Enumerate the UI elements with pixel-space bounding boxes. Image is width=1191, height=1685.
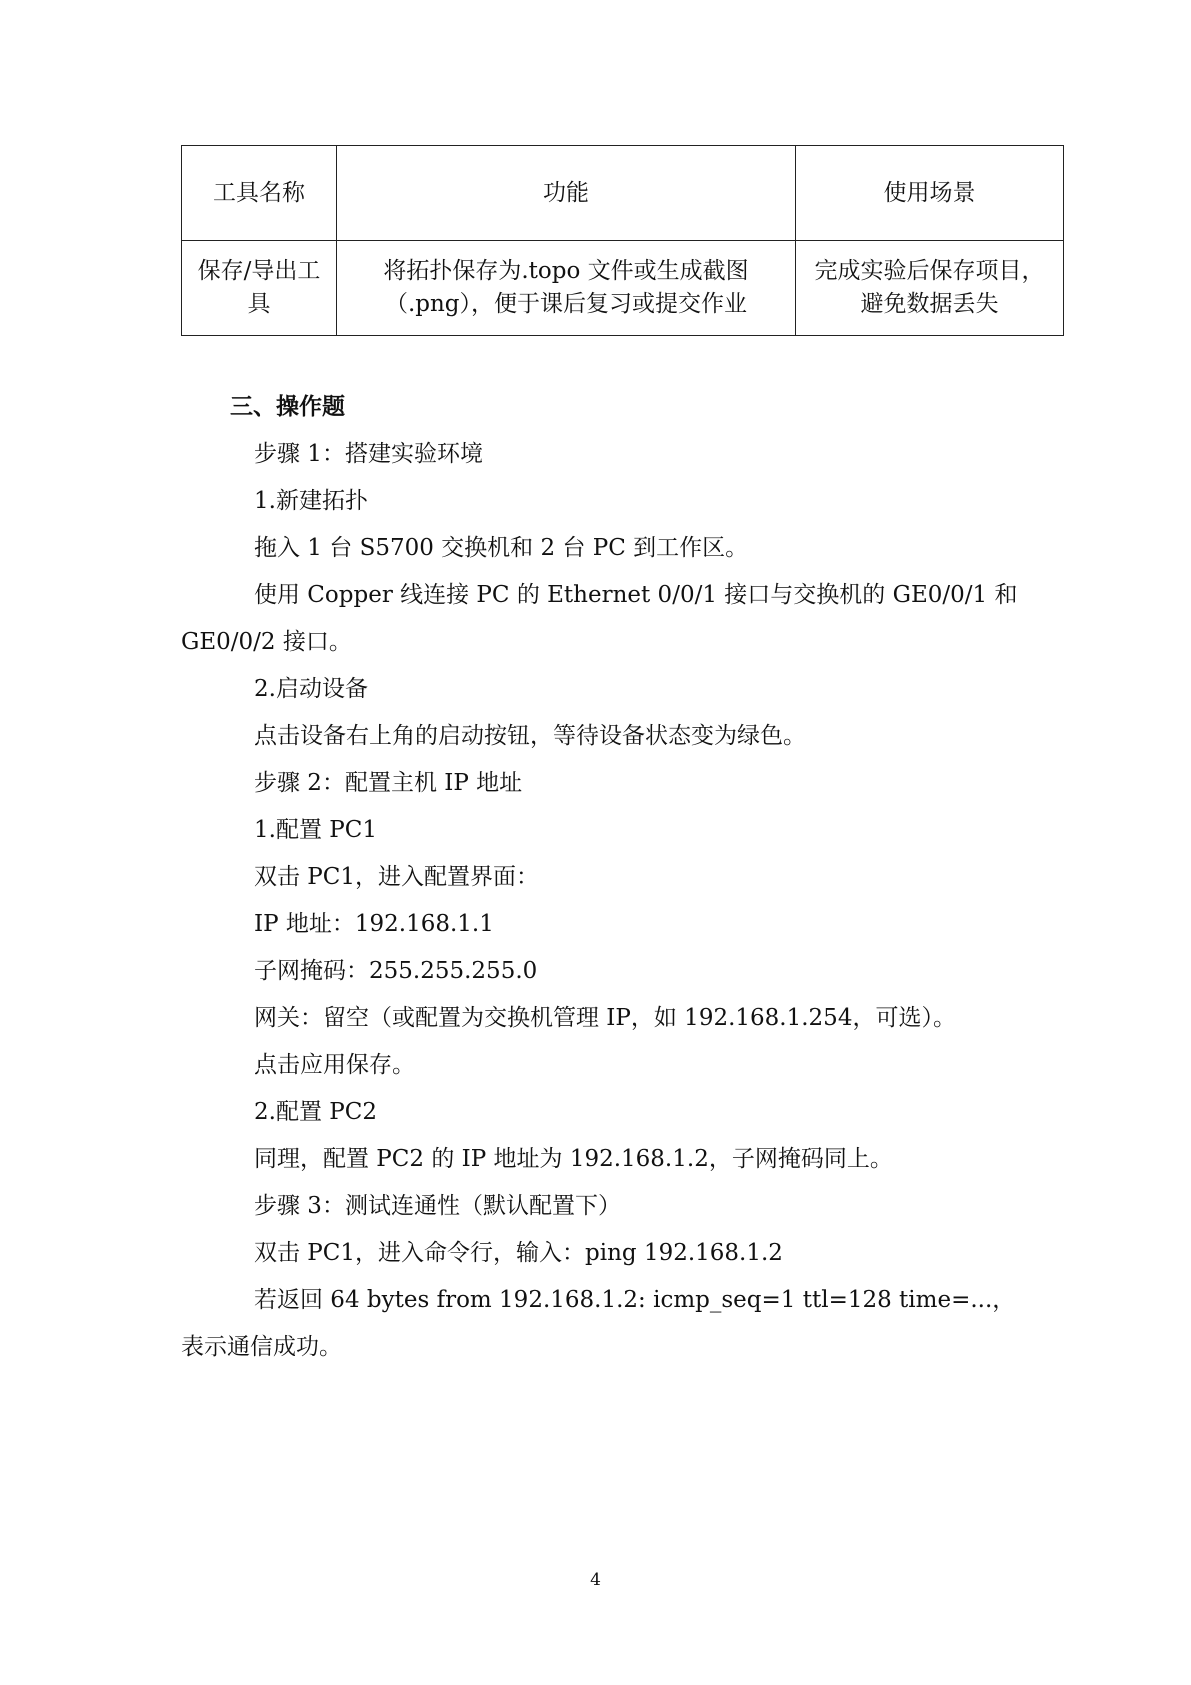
text-line: 步骤 3：测试连通性（默认配置下） (254, 1193, 621, 1219)
table-header-row (182, 146, 1064, 241)
table-cell: 将拓扑保存为.topo 文件或生成截图（.png），便于课后复习或提交作业 (337, 241, 796, 336)
text-line: 同理，配置 PC2 的 IP 地址为 192.168.1.2，子网掩码同上。 (254, 1146, 893, 1172)
text-line: 表示通信成功。 (181, 1334, 342, 1360)
page-number: 4 (590, 1570, 601, 1590)
text-line: 点击应用保存。 (254, 1052, 415, 1078)
table-cell: 完成实验后保存项目，避免数据丢失 (796, 241, 1064, 336)
text-line: 2.启动设备 (254, 676, 368, 702)
table-header-cell: 功能 (337, 146, 796, 241)
text-line: IP 地址：192.168.1.1 (254, 911, 494, 937)
text-line: 双击 PC1，进入配置界面： (254, 864, 540, 890)
text-line: 若返回 64 bytes from 192.168.1.2: icmp_seq=1 ttl=128 time=...， (254, 1287, 1016, 1313)
text-line: 点击设备右上角的启动按钮，等待设备状态变为绿色。 (254, 723, 806, 749)
text-line: 1.新建拓扑 (254, 488, 368, 514)
table-cell: 保存/导出工具 (182, 241, 337, 336)
text-line: 2.配置 PC2 (254, 1099, 377, 1125)
text-line: 子网掩码：255.255.255.0 (254, 958, 538, 984)
table-header-cell: 使用场景 (796, 146, 1064, 241)
text-line: 双击 PC1，进入命令行，输入：ping 192.168.1.2 (254, 1240, 783, 1266)
text-line: 网关：留空（或配置为交换机管理 IP，如 192.168.1.254，可选）。 (254, 1005, 956, 1031)
text-line: 步骤 2：配置主机 IP 地址 (254, 770, 523, 796)
section-title: 三、操作题 (230, 393, 345, 420)
text-line: 使用 Copper 线连接 PC 的 Ethernet 0/0/1 接口与交换机的 GE0/0/1 和 (254, 582, 1018, 608)
text-line: 1.配置 PC1 (254, 817, 377, 843)
tool-table (181, 145, 1064, 336)
table-header-cell: 工具名称 (182, 146, 337, 241)
table-row (182, 241, 1064, 336)
text-line: 步骤 1：搭建实验环境 (254, 441, 483, 467)
text-line: GE0/0/2 接口。 (181, 629, 352, 655)
text-line: 拖入 1 台 S5700 交换机和 2 台 PC 到工作区。 (254, 535, 749, 561)
